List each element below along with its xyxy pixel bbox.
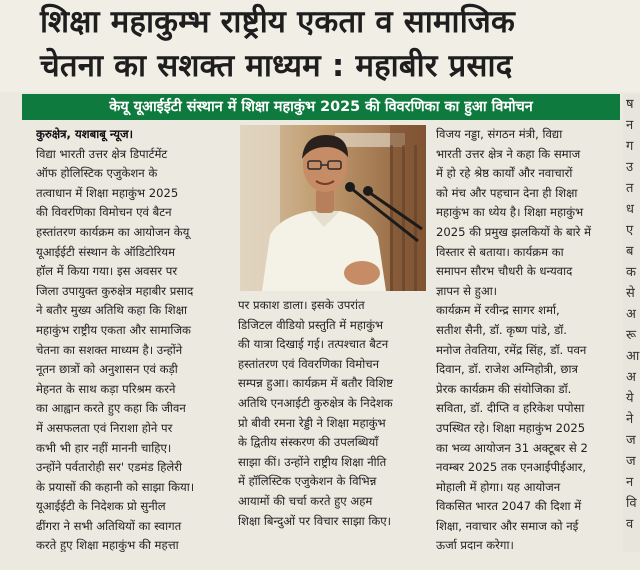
adjacent-article-strip xyxy=(623,94,640,570)
headline-block xyxy=(0,0,640,92)
text-line: चेतना का सशक्त माध्यम है। उन्होंने xyxy=(36,342,183,357)
adjacent-text-fragment: न xyxy=(626,475,634,490)
text-line: शिक्षा बिन्दुओं पर विचार साझा किए। xyxy=(238,513,392,528)
subheadline-bar: केयू यूआईईटी संस्थान में शिक्षा महाकुंभ 2025 की विवरणिका का हुआ विमोचन xyxy=(22,94,620,120)
text-line: को मंच और पहचान देना ही शिक्षा xyxy=(436,185,578,200)
adjacent-text-fragment: ज xyxy=(626,454,636,469)
text-line: सम्पन्न हुआ। कार्यक्रम में बतौर विशिष्ट xyxy=(238,376,394,391)
adjacent-text-fragment: व xyxy=(626,517,634,532)
text-line: आयामों की चर्चा करते हुए अहम xyxy=(238,493,373,508)
text-line: महाकुंभ का ध्येय है। शिक्षा महाकुंभ xyxy=(436,205,584,220)
text-line: ढींगरा ने सभी अतिथियों का स्वागत xyxy=(36,518,182,533)
text-line: करते हुए शिक्षा महाकुंभ की महत्ता xyxy=(36,538,179,553)
text-line: दिवान, डॉ. राजेश अग्निहोत्री, छात्र xyxy=(436,362,578,377)
text-line: हॉल में किया गया। इस अवसर पर xyxy=(36,264,178,279)
text-line: में हो रहे श्रेष्ठ कार्यों और नवाचारों xyxy=(436,166,573,181)
text-line: साझा कीं। उन्होंने राष्ट्रीय शिक्षा नीति xyxy=(238,454,387,469)
adjacent-text-fragment: रू xyxy=(626,328,637,343)
text-line: प्रेरक कार्यक्रम की संयोजिका डॉ. xyxy=(436,381,572,396)
text-line: समापन सौरभ चौधरी के धन्यवाद xyxy=(436,264,573,279)
text-line: प्रो बीवी रमना रेड्डी ने शिक्षा महाकुंभ xyxy=(238,415,386,430)
text-line: सतीश सैनी, डॉ. कृष्ण पांडे, डॉ. xyxy=(436,322,567,337)
article-column-2 xyxy=(238,296,430,531)
text-line: शिक्षा, नवाचार और समाज को नई xyxy=(436,518,579,533)
adjacent-text-fragment: उ xyxy=(626,160,634,175)
text-line: ने बतौर मुख्य अतिथि कहा कि शिक्षा xyxy=(36,303,188,318)
adjacent-text-fragment: अ xyxy=(626,307,636,322)
text-line: तत्वाधान में शिक्षा महाकुंभ 2025 xyxy=(36,185,179,200)
text-line: नवम्बर 2025 तक एनआईपीईआर, xyxy=(436,460,587,475)
text-line: डिजिटल वीडियो प्रस्तुति में महाकुंभ xyxy=(238,317,384,332)
text-line: विद्या भारती उत्तर क्षेत्र डिपार्टमेंट xyxy=(36,146,168,161)
adjacent-text-fragment: ध xyxy=(626,202,634,217)
text-line: हस्तांतरण एवं विवरणिका विमोचन xyxy=(238,356,380,371)
text-line: में असफलता एवं निराशा होने पर xyxy=(36,420,173,435)
column-1-body xyxy=(36,145,236,556)
adjacent-text-fragment: क xyxy=(626,265,636,280)
text-line: मेहनत के साथ कड़ा परिश्रम करने xyxy=(36,381,176,396)
text-line: ज्ञापन से हुआ। xyxy=(436,283,498,298)
adjacent-text-fragment: ने xyxy=(626,412,634,427)
text-line: के प्रयासों की कहानी को साझा किया। xyxy=(36,479,195,494)
article-column-3 xyxy=(436,125,622,556)
text-line: 2025 की प्रमुख झलकियों के बारे में xyxy=(436,224,591,239)
text-line: ऑफ होलिस्टिक एजुकेशन के xyxy=(36,166,158,181)
text-line: उन्होंने पर्वतारोही सर' एडमंड हिलेरी xyxy=(36,460,182,475)
article-column-1 xyxy=(36,125,236,556)
speaker-photo-image xyxy=(240,125,426,291)
text-line: का आह्वान करते हुए कहा कि जीवन xyxy=(36,401,186,416)
text-line: पर प्रकाश डाला। इसके उपरांत xyxy=(238,298,365,312)
text-line: मोहाली में होगा। यह आयोजन xyxy=(436,479,561,494)
text-line: सविता, डॉ. दीप्ति व हरिकेश पपोसा xyxy=(436,401,585,416)
text-line: का भव्य आयोजन 31 अक्टूबर से 2 xyxy=(436,440,588,455)
adjacent-text-fragment: त xyxy=(626,181,634,196)
text-line: विकसित भारत 2047 की दिशा में xyxy=(436,499,582,514)
text-line: अतिथि एनआईटी कुरुक्षेत्र के निदेशक xyxy=(238,395,393,410)
text-line: यूआईईटी संस्थान के ऑडिटोरियम xyxy=(36,244,176,259)
text-line: की यात्रा दिखाई गई। तत्पश्चात बैटन xyxy=(238,337,389,352)
text-line: में हॉलिस्टिक एजुकेशन के विभिन्न xyxy=(238,474,377,489)
adjacent-text-fragment: ए xyxy=(626,223,634,238)
text-line: कार्यक्रम में रवीन्द्र सागर शर्मा, xyxy=(436,303,560,318)
adjacent-text-fragment: ष xyxy=(626,97,634,112)
adjacent-text-fragment: ग xyxy=(626,139,634,154)
text-line: विजय नड्डा, संगठन मंत्री, विद्या xyxy=(436,127,563,141)
headline-line-1: शिक्षा महाकुम्भ राष्ट्रीय एकता व सामाजिक xyxy=(40,4,515,40)
headline-line-2: चेतना का सशक्त माध्यम : महाबीर प्रसाद xyxy=(40,48,513,84)
adjacent-text-fragment: न xyxy=(626,118,634,133)
text-line: यूआईईटी के निदेशक प्रो सुनील xyxy=(36,499,166,514)
adjacent-text-fragment: आ xyxy=(626,349,640,364)
text-line: उपस्थित रहे। शिक्षा महाकुंभ 2025 xyxy=(436,420,586,435)
adjacent-text-fragment: ब xyxy=(626,244,634,259)
adjacent-text-fragment: से xyxy=(626,286,635,301)
text-line: महाकुंभ राष्ट्रीय एकता और सामाजिक xyxy=(36,322,191,337)
speaker-photo xyxy=(240,125,426,291)
adjacent-text-fragment: ये xyxy=(626,391,634,406)
text-line: की विवरणिका विमोचन एवं बैटन xyxy=(36,205,172,220)
adjacent-text-fragment: ज xyxy=(626,433,636,448)
adjacent-text-fragment: अ xyxy=(626,370,636,385)
adjacent-text-fragment: वि xyxy=(626,496,637,511)
text-line: जिला उपायुक्त कुरुक्षेत्र महाबीर प्रसाद xyxy=(36,283,194,298)
text-line: नूतन छात्रों को अनुशासन एवं कड़ी xyxy=(36,362,178,377)
dateline: कुरुक्षेत्र, यशबाबू न्यूज। xyxy=(36,127,134,141)
text-line: के द्वितीय संस्करण की उपलब्धियाँ xyxy=(238,435,379,450)
text-line: विस्तार से बताया। कार्यक्रम का xyxy=(436,244,564,259)
text-line: भारती उत्तर क्षेत्र ने कहा कि समाज xyxy=(436,146,581,161)
text-line: ऊर्जा प्रदान करेगा। xyxy=(436,538,514,553)
text-line: हस्तांतरण कार्यक्रम का आयोजन केयू xyxy=(36,224,190,239)
text-line: मनोज तेवतिया, रमेंद्र सिंह, डॉ. पवन xyxy=(436,342,587,357)
next-headline-cut xyxy=(0,552,640,570)
text-line: कभी भी हार नहीं माननी चाहिए। xyxy=(36,440,172,455)
